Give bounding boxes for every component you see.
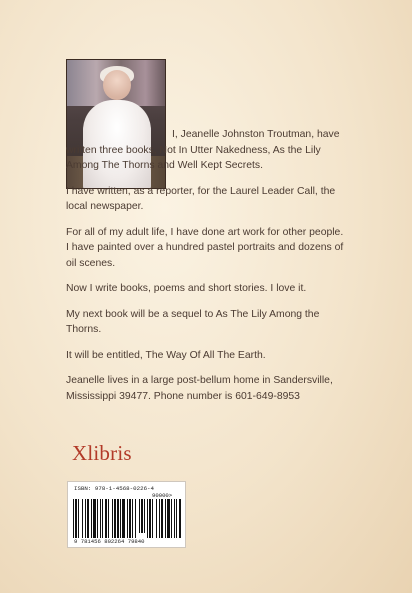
barcode-bar bbox=[156, 499, 157, 538]
bio-paragraph: For all of my adult life, I have done art work for other people. I have painted over a hundred pastel portraits and dozens of oil scenes. bbox=[66, 226, 344, 269]
barcode-bar bbox=[167, 499, 170, 538]
barcode-bars bbox=[73, 499, 181, 538]
barcode-bar bbox=[100, 499, 101, 538]
barcode-bar bbox=[152, 499, 153, 538]
barcode-bar bbox=[78, 499, 79, 538]
barcode-bar bbox=[97, 499, 98, 538]
barcode-bar bbox=[91, 499, 92, 538]
barcode-bar bbox=[105, 499, 107, 538]
isbn-label: ISBN: 978-1-4568-0226-4 bbox=[74, 485, 155, 492]
bio-paragraph: My next book will be a sequel to As The Lily Among the Thorns. bbox=[66, 308, 320, 335]
barcode-number: 9 781456 802264 79840 bbox=[74, 538, 145, 545]
barcode-bar bbox=[112, 499, 113, 538]
barcode-bar bbox=[159, 499, 160, 538]
barcode-bar bbox=[171, 499, 172, 538]
barcode-bar bbox=[165, 499, 166, 538]
barcode-bar bbox=[144, 499, 145, 533]
bio-paragraph: I have written, as a reporter, for the Laurel Leader Call, the local newspaper. bbox=[66, 185, 336, 212]
barcode-bar bbox=[87, 499, 89, 538]
bio-paragraph: I, Jeanelle Johnston Troutman, have written three books, Not In Utter Nakedness, As the Lily Among The Thorns and Well Kept Secrets. bbox=[66, 129, 340, 171]
barcode-bar bbox=[85, 499, 86, 538]
barcode-bar bbox=[102, 499, 103, 538]
barcode-bar bbox=[108, 499, 109, 538]
barcode-bar bbox=[179, 499, 181, 538]
barcode-bar bbox=[139, 499, 140, 533]
barcode-bar bbox=[114, 499, 116, 538]
barcode-bar bbox=[75, 499, 77, 538]
barcode-bar bbox=[93, 499, 96, 538]
publisher-logo: Xlibris bbox=[72, 441, 132, 465]
barcode-bar bbox=[129, 499, 131, 538]
barcode-bar bbox=[132, 499, 133, 538]
barcode-bar bbox=[73, 499, 74, 538]
barcode-bar bbox=[122, 499, 125, 538]
bio-paragraph: Now I write books, poems and short stories. I love it. bbox=[66, 283, 307, 294]
barcode-bar bbox=[135, 499, 136, 538]
barcode-bar bbox=[174, 499, 175, 538]
barcode-bar bbox=[82, 499, 83, 538]
author-bio bbox=[66, 127, 347, 414]
barcode-bar bbox=[117, 499, 119, 538]
barcode-bar bbox=[176, 499, 177, 538]
bio-paragraph: It will be entitled, The Way Of All The Earth. bbox=[66, 349, 266, 361]
barcode-bar bbox=[149, 499, 151, 538]
barcode-addon: 90000> bbox=[152, 492, 173, 499]
barcode-bar bbox=[127, 499, 128, 538]
barcode bbox=[67, 481, 186, 548]
bio-paragraph: Jeanelle lives in a large post-bellum home in Sandersville, Mississippi 39477. Phone number is 601-649-8953 bbox=[66, 375, 333, 402]
barcode-bar bbox=[141, 499, 143, 533]
photo-figure-head bbox=[103, 70, 131, 100]
barcode-bar bbox=[120, 499, 121, 538]
barcode-bar bbox=[147, 499, 148, 538]
barcode-bar bbox=[161, 499, 163, 538]
